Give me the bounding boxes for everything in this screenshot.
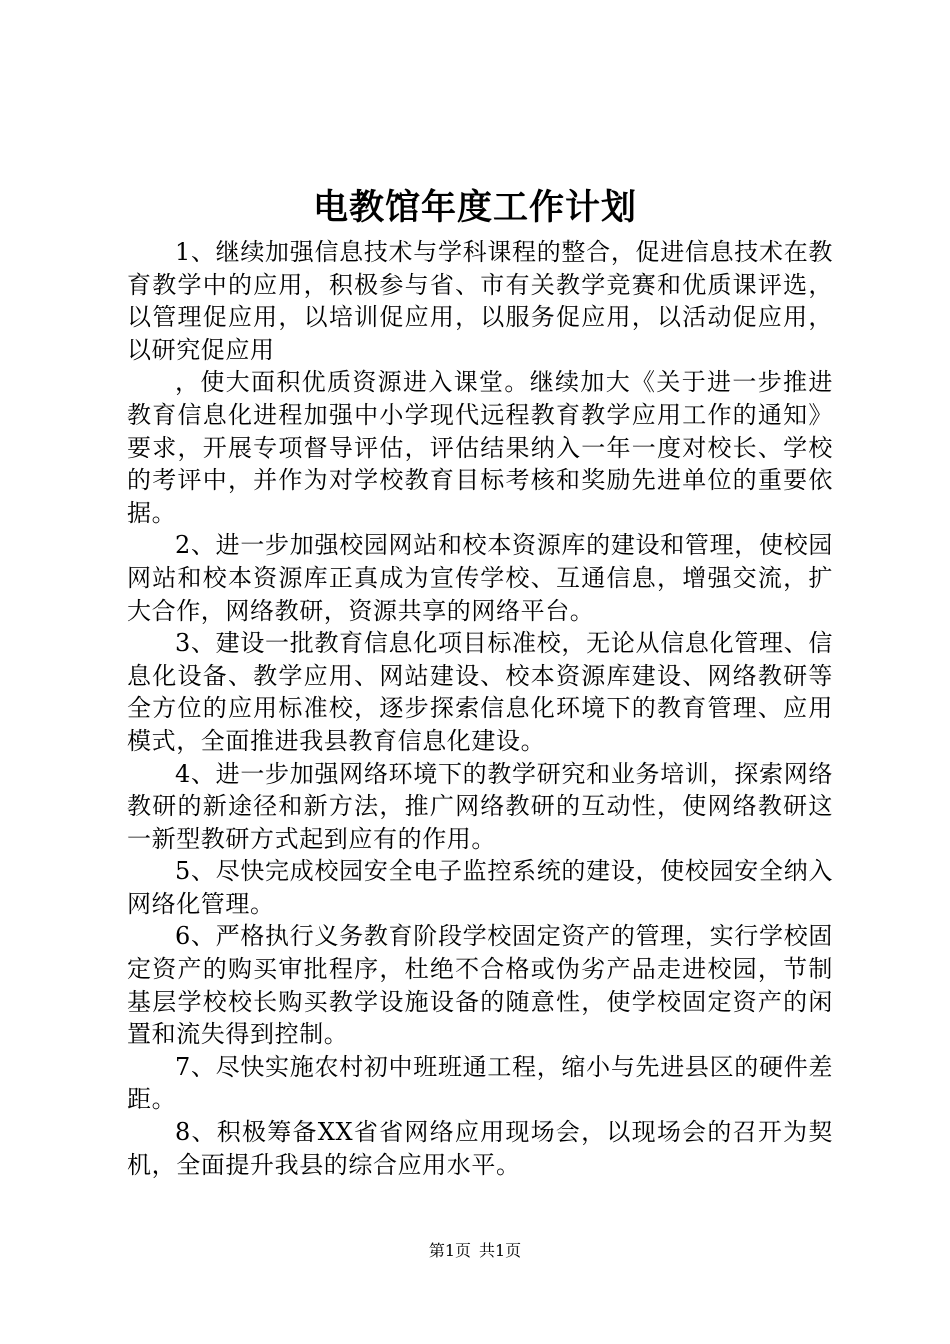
paragraph-4: 4、进一步加强网络环境下的教学研究和业务培训，探索网络教研的新途径和新方法，推广网络教研的互动性，使网络教研这一新型教研方式起到应有的作用。: [127, 759, 833, 853]
paragraph-3: 3、建设一批教育信息化项目标准校，无论从信息化管理、信息化设备、教学应用、网站建设、校本资源库建设、网络教研等全方位的应用标准校，逐步探索信息化环境下的教育管理、应用模式，全面推进我县教育信息化建设。: [127, 629, 833, 755]
paragraph-1: 1、继续加强信息技术与学科课程的整合，促进信息技术在教育教学中的应用，积极参与省、市有关教学竞赛和优质课评选，以管理促应用，以培训促应用，以服务促应用，以活动促应用，以研究促应用: [127, 238, 833, 364]
page-footer: [0, 1241, 950, 1261]
paragraph-2: 2、进一步加强校园网站和校本资源库的建设和管理，使校园网站和校本资源库正真成为宣传学校、互通信息，增强交流，扩大合作，网络教研，资源共享的网络平台。: [127, 531, 833, 625]
page-number: 第1页: [428, 1241, 471, 1260]
document-body: [127, 236, 833, 1181]
document-title: 电教馆年度工作计划: [312, 187, 637, 228]
paragraph-8: 8、积极筹备XX省省网络应用现场会，以现场会的召开为契机，全面提升我县的综合应用水平。: [127, 1118, 833, 1179]
paragraph-1-continued: ，使大面积优质资源进入课堂。继续加大《关于进一步推进教育信息化进程加强中小学现代远程教育教学应用工作的通知》要求，开展专项督导评估，评估结果纳入一年一度对校长、学校的考评中，并作为对学校教育目标考核和奖励先进单位的重要依据。: [127, 368, 833, 527]
paragraph-5: 5、尽快完成校园安全电子监控系统的建设，使校园安全纳入网络化管理。: [127, 857, 833, 918]
paragraph-7: 7、尽快实施农村初中班班通工程，缩小与先进县区的硬件差距。: [127, 1052, 833, 1114]
page-total: 共1页: [479, 1241, 522, 1260]
paragraph-6: 6、严格执行义务教育阶段学校固定资产的管理，实行学校固定资产的购买审批程序，杜绝不合格或伪劣产品走进校园，节制基层学校校长购买教学设施设备的随意性，使学校固定资产的闲置和流失得到控制。: [127, 922, 833, 1049]
